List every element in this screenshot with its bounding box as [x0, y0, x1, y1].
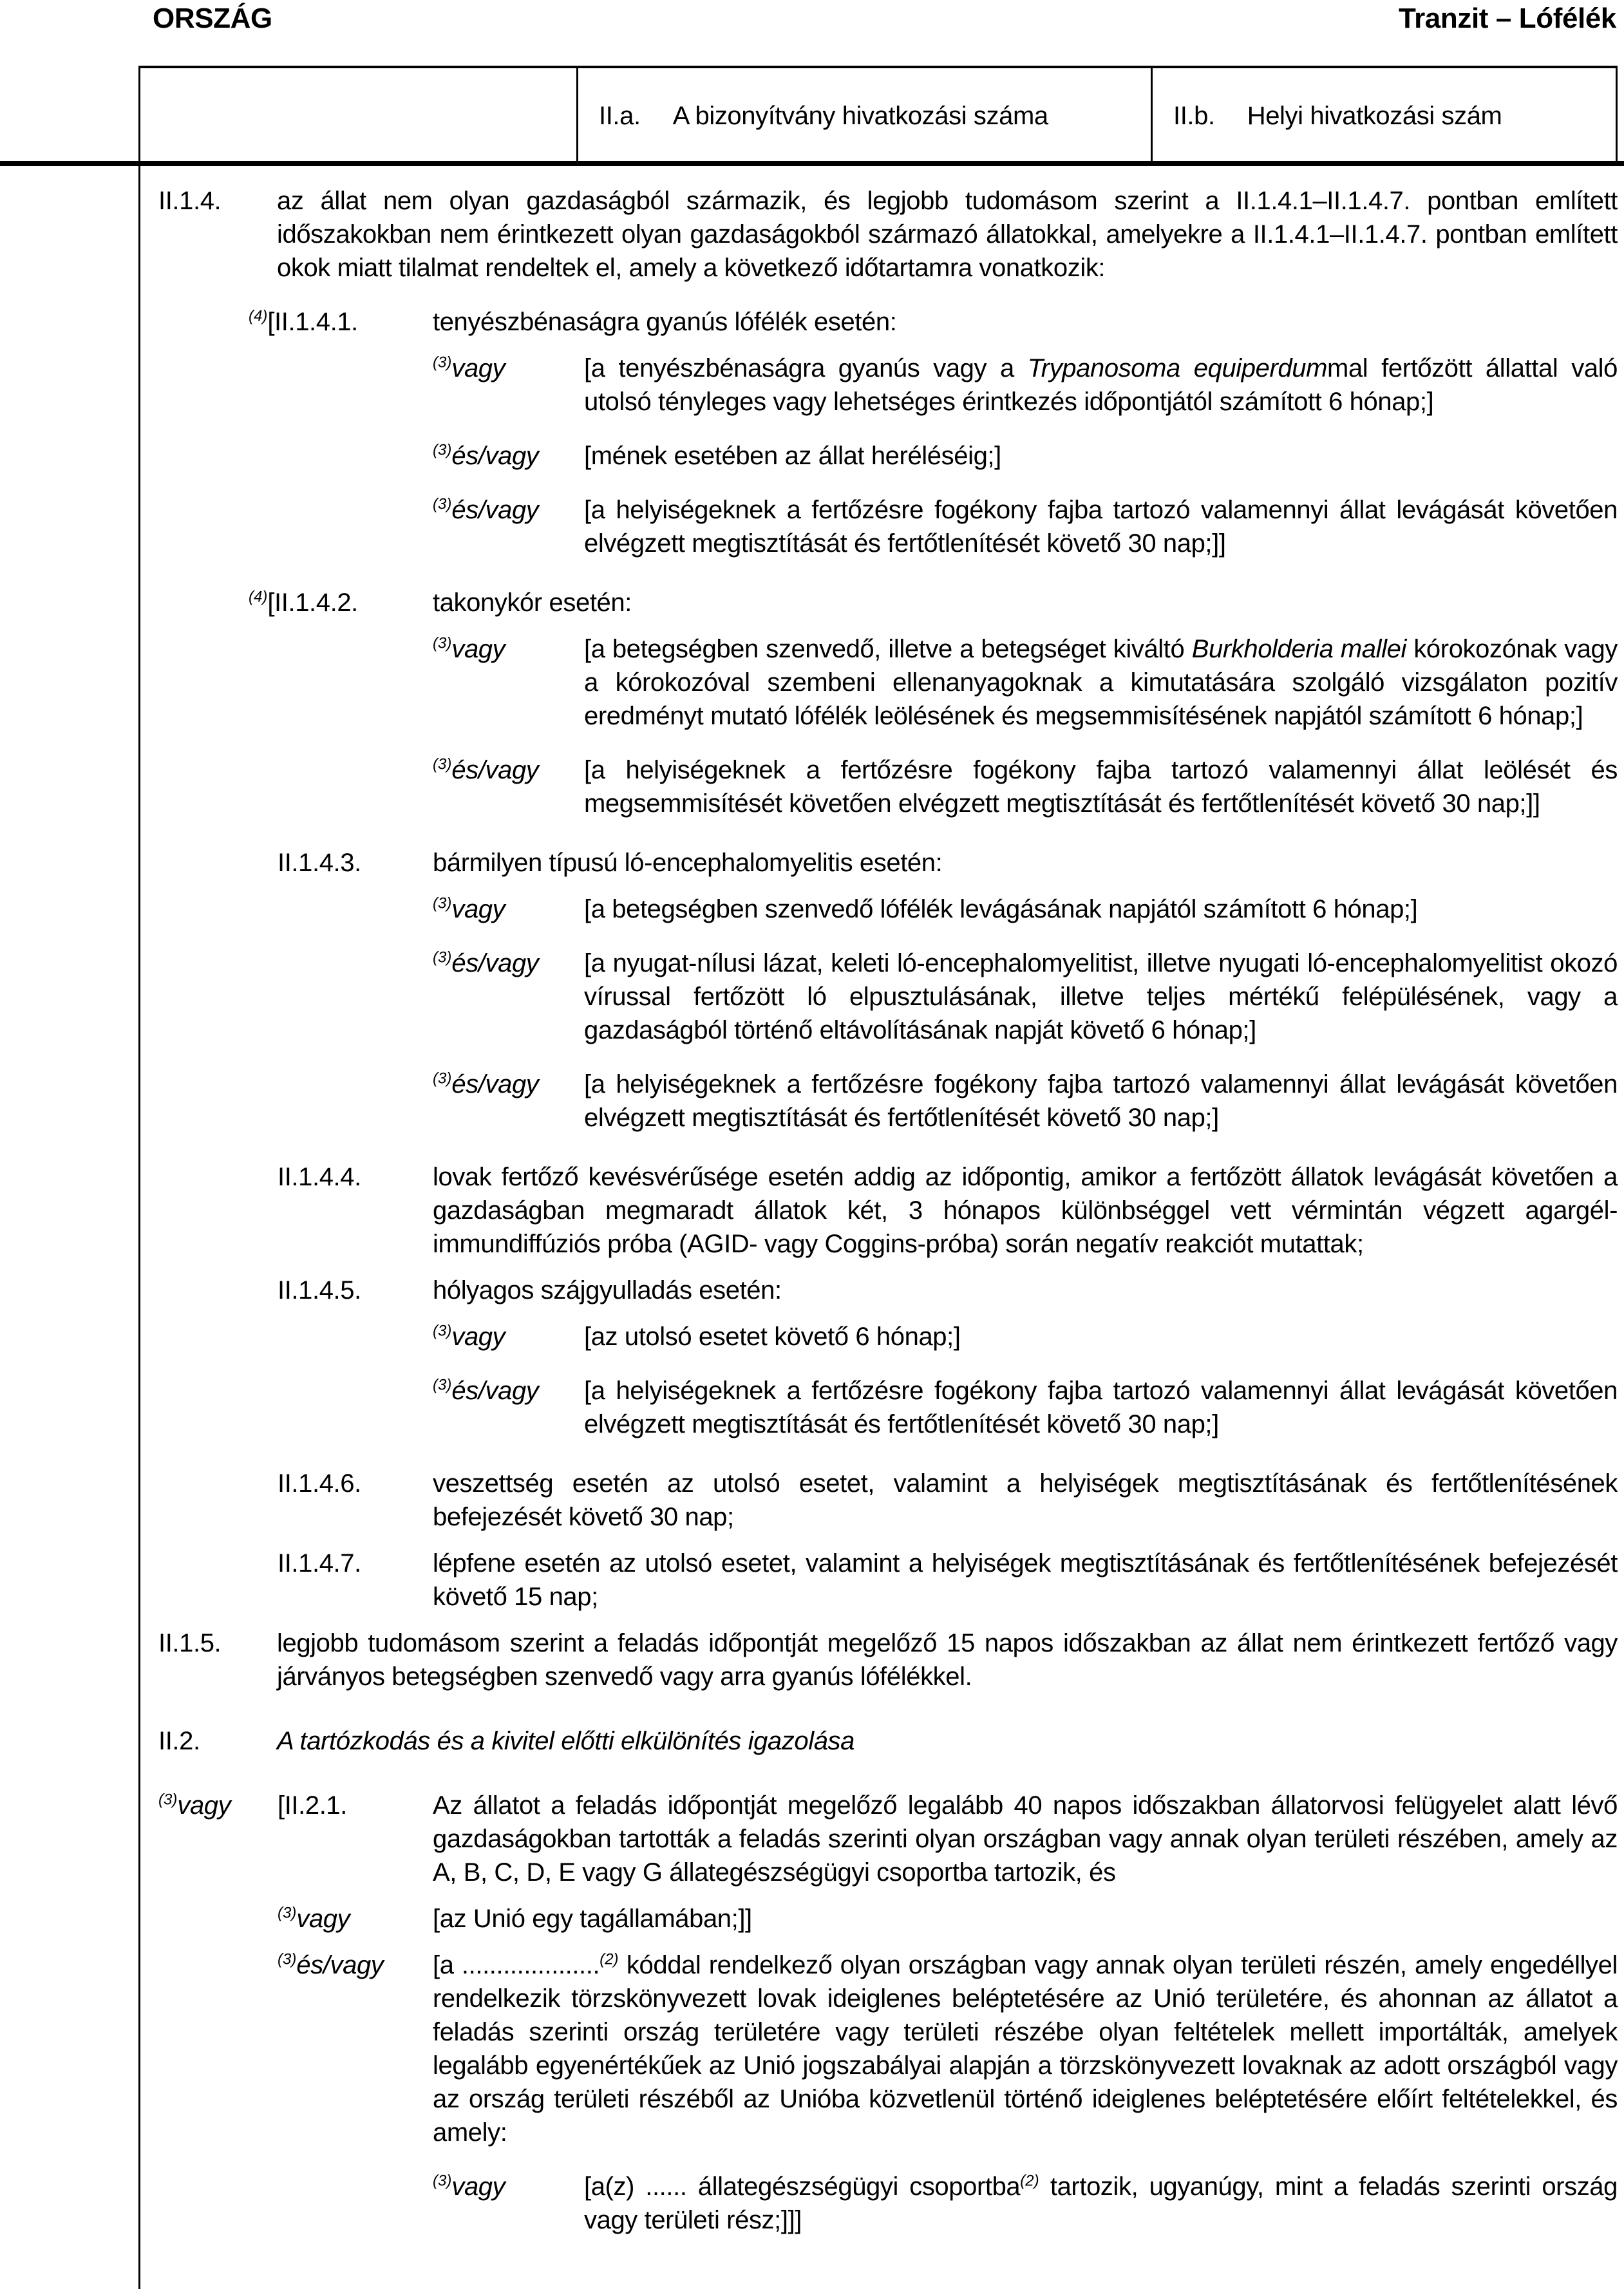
clause-row [158, 1626, 1618, 1693]
clause-row [433, 632, 1618, 733]
clause-label: $^{(3)}$vagy [433, 634, 505, 663]
clause-row [278, 1948, 1618, 2149]
clause-text: [az Unió egy tagállamában;]] [433, 1905, 752, 1933]
clause-label: II.2. [158, 1727, 200, 1755]
clause-label: II.1.5. [158, 1629, 222, 1657]
clause-text: lovak fertőző kevésvérűsége esetén addig az időpontig, amikor a fertőzött állatok levágását követően a gazdaságban megmaradt állatok két, 3 hónapos különbséggel vett vérmintán végzett agargél-immundiffúziós próba (AGID- vagy Coggins-próba) során negatív reakciót mutattak; [433, 1163, 1618, 1258]
clause-label: II.1.4. [158, 187, 222, 215]
reference-table-blank-cell [140, 68, 576, 164]
header-divider-rule [0, 161, 1624, 166]
clause-row [158, 184, 1618, 285]
clause-label: $^{(3)}$vagy [433, 353, 505, 382]
clause-text: [a helyiségeknek a fertőzésre fogékony fajba tartozó valamennyi állat levágását követően elvégzett megtisztítását és fertőtlenítését követő 30 nap;] [584, 1070, 1618, 1132]
clause-label: [II.2.1. [278, 1791, 347, 1820]
clause-text: az állat nem olyan gazdaságból származik, és legjobb tudomásom szerint a II.1.4.1–II.1.4.7. pontban említett időszakokban nem érintkezett olyan gazdaságokból származó állatokkal, amelyekre a II.1.4.1–II.1.4.7. pontban említett okok miatt tilalmat rendeltek el, amely a következő időtartamra vonatkozik: [277, 187, 1618, 282]
clause-text: hólyagos szájgyulladás esetén: [433, 1276, 782, 1305]
clause-label: $^{(3)}$és/vagy [433, 1376, 539, 1405]
clause-label: $^{(3)}$vagy [433, 894, 505, 923]
clause-row [249, 586, 1618, 619]
clause-text: [a nyugat-nílusi lázat, keleti ló-encephalomyelitist, illetve nyugati ló-encephalomyelitist okozó vírussal fertőzött ló elpusztulásának, illetve teljes mértékű felépülésének, vagy a gazdaságból történő eltávolításának napját követő 6 hónap;] [584, 949, 1618, 1044]
clause-text: [a helyiségeknek a fertőzésre fogékony fajba tartozó valamennyi állat leölését és megsemmisítését követően elvégzett megtisztítását és fertőtlenítését követő 30 nap;]] [584, 756, 1618, 818]
clause-row [158, 1724, 1618, 1758]
certificate-reference-label: A bizonyítvány hivatkozási száma [672, 102, 1048, 130]
clause-row [433, 352, 1618, 419]
clause-label: $^{(3)}$vagy [278, 1904, 350, 1933]
clause-row [433, 947, 1618, 1047]
clause-label: $^{(4)}$[II.1.4.1. [249, 307, 358, 336]
clause-row [433, 892, 1618, 926]
clause-label: $^{(3)}$és/vagy [433, 495, 539, 524]
clause-row [278, 1547, 1618, 1614]
local-reference-cell [1151, 68, 1616, 164]
certificate-reference-code: II.a. [599, 102, 641, 130]
clause-label: $^{(3)}$és/vagy [433, 441, 539, 470]
clause-row [433, 2170, 1618, 2237]
clause-text: [a betegségben szenvedő lófélék levágásának napjától számított 6 hónap;] [584, 895, 1418, 923]
clause-label: II.1.4.6. [278, 1469, 361, 1498]
clause-row [278, 846, 1618, 880]
clause-text: veszettség esetén az utolsó esetet, valamint a helyiségek megtisztításának és fertőtlenítésének befejezését követő 30 nap; [433, 1469, 1618, 1531]
clause-text: [a betegségben szenvedő, illetve a betegséget kiváltó Burkholderia mallei kórokozónak vagy a kórokozóval szembeni ellenanyagoknak a kimutatására szolgáló vizsgálaton pozitív eredményt mutató lófélék leölésének és megsemmisítésének napjától számított 6 hónap;] [584, 635, 1618, 730]
certificate-body [0, 184, 1618, 2237]
clause-row [278, 1902, 1618, 1936]
clause-row [433, 1068, 1618, 1135]
clause-text: [a helyiségeknek a fertőzésre fogékony fajba tartozó valamennyi állat levágását követően elvégzett megtisztítását és fertőtlenítését követő 30 nap;]] [584, 496, 1618, 558]
clause-row [278, 1274, 1618, 1307]
clause-text: [a ....................$^{(2)}$ kóddal rendelkező olyan országban vagy annak olyan területi részén, amely engedéllyel rendelkezik törzskönyvezett lovak ideiglenes beléptetésére az Unió területére, és ahonnan az állatot a feladás szerinti ország területére vagy területi részébe olyan feltételek mellett importálták, amelyek legalább egyenértékűek az Unió jogszabályai alapján a törzskönyvezett lovaknak az adott országból vagy az ország területi részéből az Unióba közvetlenül történő ideiglenes beléptetésére előírt feltételekkel, és amely: [433, 1950, 1618, 2147]
clause-label: $^{(3)}$és/vagy [433, 755, 539, 784]
clause-row [433, 493, 1618, 560]
clause-text: legjobb tudomásom szerint a feladás időpontját megelőző 15 napos időszakban az állat nem érintkezett fertőző vagy járványos betegségben szenvedő vagy arra gyanús lófélékkel. [277, 1629, 1618, 1691]
clause-label: II.1.4.5. [278, 1276, 361, 1305]
clause-text: takonykór esetén: [433, 589, 632, 617]
clause-row [433, 439, 1618, 473]
clause-text: [a(z) ...... állategészségügyi csoportba$^{(2)}$ tartozik, ugyanúgy, mint a feladás szerinti ország vagy területi rész;]]] [584, 2172, 1618, 2234]
clause-text: [az utolsó esetet követő 6 hónap;] [584, 1323, 961, 1351]
clause-text: A tartózkodás és a kivitel előtti elkülönítés igazolása [277, 1727, 855, 1755]
document-title: Tranzit – Lófélék [1399, 3, 1616, 34]
clause-text: tenyészbénaságra gyanús lófélék esetén: [433, 308, 897, 336]
clause-row [433, 1320, 1618, 1353]
clause-label: II.1.4.7. [278, 1549, 361, 1578]
clause-text: lépfene esetén az utolsó esetet, valamint a helyiségek megtisztításának és fertőtlenítésének befejezését követő 15 nap; [433, 1549, 1618, 1611]
clause-label: $^{(3)}$vagy [158, 1791, 231, 1820]
clause-row [433, 753, 1618, 820]
clause-row [278, 1467, 1618, 1534]
local-reference-code: II.b. [1173, 102, 1215, 130]
clause-text: Az állatot a feladás időpontját megelőző legalább 40 napos időszakban állatorvosi felügyelet alatt lévő gazdaságokban tartották a feladás szerinti olyan országban vagy annak olyan területi részében, amely az A, B, C, D, E vagy G állategészségügyi csoportba tartozik, és [433, 1791, 1618, 1887]
clause-label: $^{(3)}$és/vagy [278, 1950, 384, 1979]
clause-label: $^{(3)}$vagy [433, 2172, 505, 2201]
clause-row [433, 1374, 1618, 1441]
clause-row [278, 1160, 1618, 1261]
clause-text: [mének esetében az állat heréléséig;] [584, 442, 1001, 470]
clause-row [249, 305, 1618, 339]
clause-label: $^{(3)}$és/vagy [433, 1069, 539, 1098]
clause-text: [a tenyészbénaságra gyanús vagy a Trypanosoma equiperdummal fertőzött állattal való utolsó tényleges vagy lehetséges érintkezés időpontjától számított 6 hónap;] [584, 354, 1618, 416]
certificate-reference-cell [576, 68, 1151, 164]
clause-label: $^{(3)}$vagy [433, 1322, 505, 1351]
clause-label: II.1.4.4. [278, 1163, 361, 1191]
clause-label: $^{(4)}$[II.1.4.2. [249, 588, 358, 617]
clause-label: $^{(3)}$és/vagy [433, 948, 539, 977]
local-reference-label: Helyi hivatkozási szám [1247, 102, 1502, 130]
country-label: ORSZÁG [153, 3, 272, 34]
clause-text: [a helyiségeknek a fertőzésre fogékony fajba tartozó valamennyi állat levágását követően elvégzett megtisztítását és fertőtlenítését követő 30 nap;] [584, 1377, 1618, 1438]
clause-text: bármilyen típusú ló-encephalomyelitis esetén: [433, 849, 943, 877]
clause-row [158, 1789, 1618, 1889]
clause-label: II.1.4.3. [278, 849, 361, 877]
reference-table [138, 66, 1618, 164]
